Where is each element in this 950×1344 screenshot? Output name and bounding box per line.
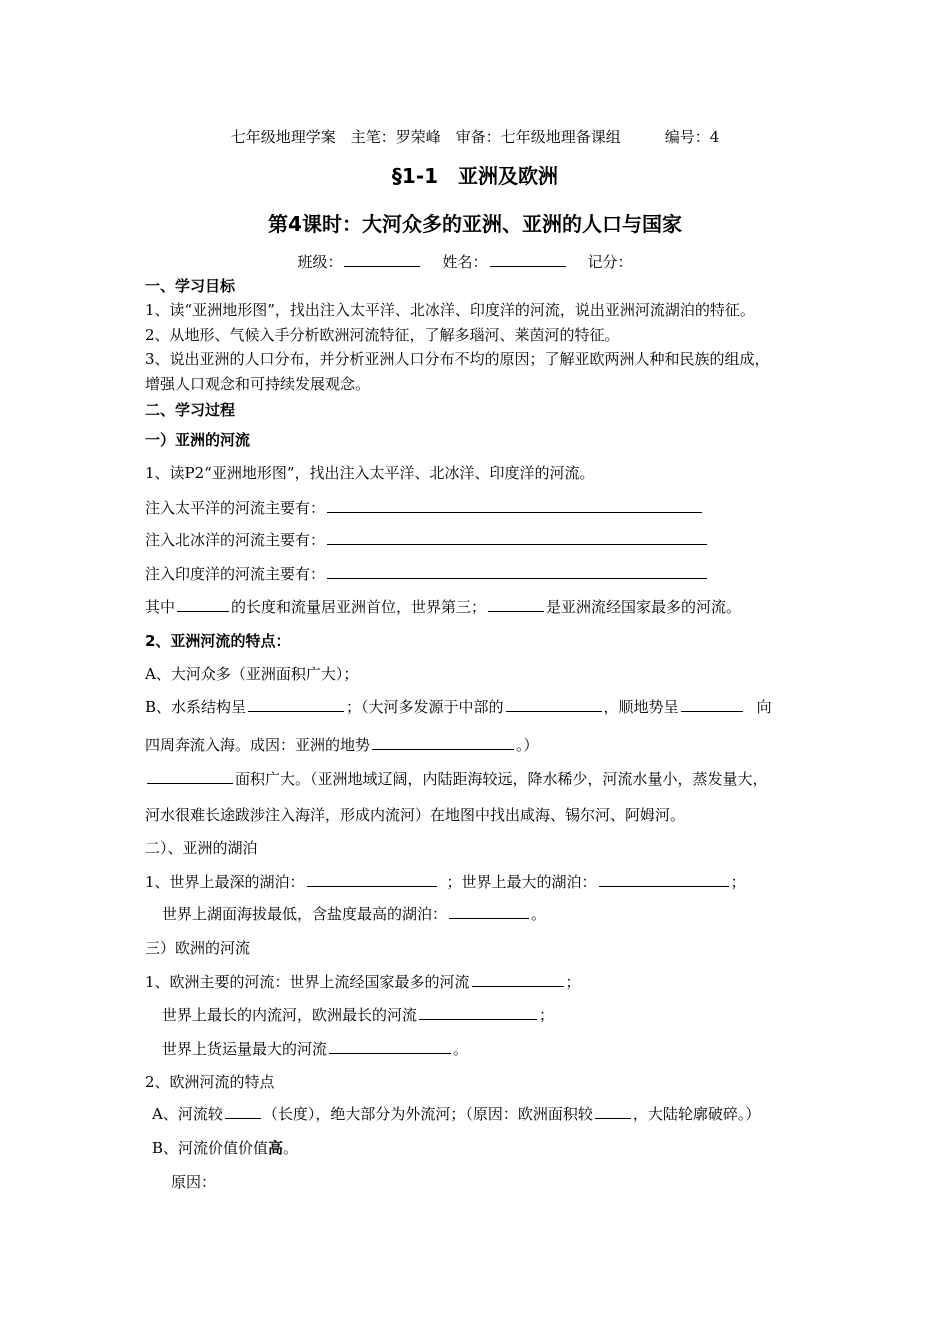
feature-a: A、大河众多（亚洲面积广大）； xyxy=(145,665,359,683)
e2-text-b: ； xyxy=(539,1006,555,1024)
e3-text-a: 世界上货运量最大的河流 xyxy=(162,1040,328,1058)
name-label: 姓名： xyxy=(442,253,488,271)
question-1-extra xyxy=(145,597,741,617)
eb-text-b: 高 xyxy=(268,1139,284,1157)
question-1: 1、读P2“亚洲地形图”，找出注入太平洋、北冰洋、印度洋的河流。 xyxy=(145,464,595,482)
reason-label: 原因： xyxy=(171,1173,217,1191)
origin-answer[interactable] xyxy=(506,697,602,712)
q1e-text-b: 的长度和流量居亚洲首位，世界第三； xyxy=(231,598,487,616)
ea-text-a: A、河流较 xyxy=(152,1105,223,1123)
pacific-rivers-row xyxy=(145,498,704,518)
score-label: 记分： xyxy=(587,253,633,271)
asia-lakes-heading: 二）、亚洲的湖泊 xyxy=(145,839,258,857)
indian-answer[interactable] xyxy=(327,564,707,579)
l1-text-c: ； xyxy=(730,873,746,891)
europe-q1 xyxy=(145,972,581,992)
danube-answer[interactable] xyxy=(472,972,564,987)
pacific-label: 注入太平洋的河流主要有： xyxy=(145,499,326,517)
ea-text-c: ，大陆轮廓破碎。） xyxy=(632,1105,761,1123)
europe-rivers-heading: 三）欧洲的河流 xyxy=(145,939,251,957)
europe-feature-a xyxy=(152,1104,760,1124)
rhine-answer[interactable] xyxy=(329,1039,451,1054)
q1e-text-a: 其中 xyxy=(145,598,176,616)
indian-label: 注入印度洋的河流主要有： xyxy=(145,565,326,583)
l2-text-b: 。 xyxy=(531,905,547,923)
header-number: 编号：4 xyxy=(664,128,720,146)
e1-text-a: 1、欧洲主要的河流：世界上流经国家最多的河流 xyxy=(145,973,470,991)
europe-features-heading: 2、欧洲河流的特点 xyxy=(145,1073,275,1091)
fb-text-a: B、水系结构呈 xyxy=(145,698,247,716)
fb2-text-b: 。） xyxy=(516,736,539,754)
feature-c-cont: 河水很难长途跋涉注入海洋，形成内流河）在地图中找出咸海、锡尔河、阿姆河。 xyxy=(145,806,686,824)
e2-text-a: 世界上最长的内流河，欧洲最长的河流 xyxy=(162,1006,418,1024)
eb-text-c: 。 xyxy=(283,1139,299,1157)
asia-rivers-heading: 一）亚洲的河流 xyxy=(145,431,251,449)
q1e-text-c: 是亚洲流经国家最多的河流。 xyxy=(546,598,742,616)
ea-text-b: （长度），绝大部分为外流河；（原因：欧洲面积较 xyxy=(262,1105,593,1123)
class-label: 班级： xyxy=(297,253,343,271)
area-answer[interactable] xyxy=(595,1104,631,1119)
arctic-rivers-row xyxy=(145,530,709,550)
pacific-answer[interactable] xyxy=(327,498,702,513)
e1-text-b: ； xyxy=(565,973,581,991)
fc-text: 面积广大。（亚洲地域辽阔，内陆距海较远，降水稀少，河流水量小，蒸发量大， xyxy=(235,770,768,788)
fb-text-b: ；（大河多发源于中部的 xyxy=(346,698,504,716)
fb-text-d: 向 xyxy=(756,698,772,716)
doc-header xyxy=(0,127,950,147)
volga-answer[interactable] xyxy=(419,1005,537,1020)
lakes-q1 xyxy=(145,872,746,892)
fb2-text-a: 四周奔流入海。成因：亚洲的地势 xyxy=(145,736,371,754)
longest-river-answer[interactable] xyxy=(177,597,229,612)
lakes-q2 xyxy=(162,904,546,924)
header-line: 七年级地理学案 主笔：罗荣峰 审备：七年级地理备课组 xyxy=(230,128,621,146)
goal-3: 3、说出亚洲的人口分布，并分析亚洲人口分布不均的原因；了解亚欧两洲人种和民族的组成， xyxy=(145,350,770,368)
section-process-heading: 二、学习过程 xyxy=(145,401,236,419)
feature-c xyxy=(145,769,768,789)
l1-text-b: ；世界上最大的湖泊： xyxy=(446,873,597,891)
question-2: 2、亚洲河流的特点： xyxy=(145,632,291,650)
europe-q2 xyxy=(162,1005,554,1025)
l1-text-a: 1、世界上最深的湖泊： xyxy=(145,873,305,891)
student-info xyxy=(0,252,950,272)
inland-answer[interactable] xyxy=(147,769,233,784)
l2-text-a: 世界上湖面海拔最低，含盐度最高的湖泊： xyxy=(162,905,448,923)
arctic-label: 注入北冰洋的河流主要有： xyxy=(145,531,326,549)
indian-rivers-row xyxy=(145,564,709,584)
feature-b xyxy=(145,697,772,717)
terrain-answer[interactable] xyxy=(372,735,514,750)
e3-text-b: 。 xyxy=(453,1040,469,1058)
europe-feature-b xyxy=(152,1138,298,1158)
section-goals-heading: 一、学习目标 xyxy=(145,277,236,295)
shape-answer[interactable] xyxy=(681,697,743,712)
arctic-answer[interactable] xyxy=(327,530,707,545)
deepest-lake-answer[interactable] xyxy=(307,872,437,887)
page-subtitle: 第4课时：大河众多的亚洲、亚洲的人口与国家 xyxy=(268,212,682,236)
class-field[interactable] xyxy=(344,252,420,267)
length-answer[interactable] xyxy=(225,1104,261,1119)
lowest-lake-answer[interactable] xyxy=(449,904,529,919)
goal-1: 1、读“亚洲地形图”，找出注入太平洋、北冰洋、印度洋的河流，说出亚洲河流湖泊的特征。 xyxy=(145,301,755,319)
goal-3-cont: 增强人口观念和可持续发展观念。 xyxy=(145,375,371,393)
feature-b-cont xyxy=(145,735,539,755)
most-countries-river-answer[interactable] xyxy=(488,597,544,612)
name-field[interactable] xyxy=(490,252,566,267)
eb-text-a: B、河流价值价值 xyxy=(152,1139,269,1157)
fb-text-c: ，顺地势呈 xyxy=(603,698,679,716)
largest-lake-answer[interactable] xyxy=(599,872,729,887)
europe-q3 xyxy=(162,1039,468,1059)
structure-answer[interactable] xyxy=(248,697,344,712)
page-title: §1-1 亚洲及欧洲 xyxy=(391,164,559,188)
goal-2: 2、从地形、气候入手分析欧洲河流特征，了解多瑙河、莱茵河的特征。 xyxy=(145,326,620,344)
